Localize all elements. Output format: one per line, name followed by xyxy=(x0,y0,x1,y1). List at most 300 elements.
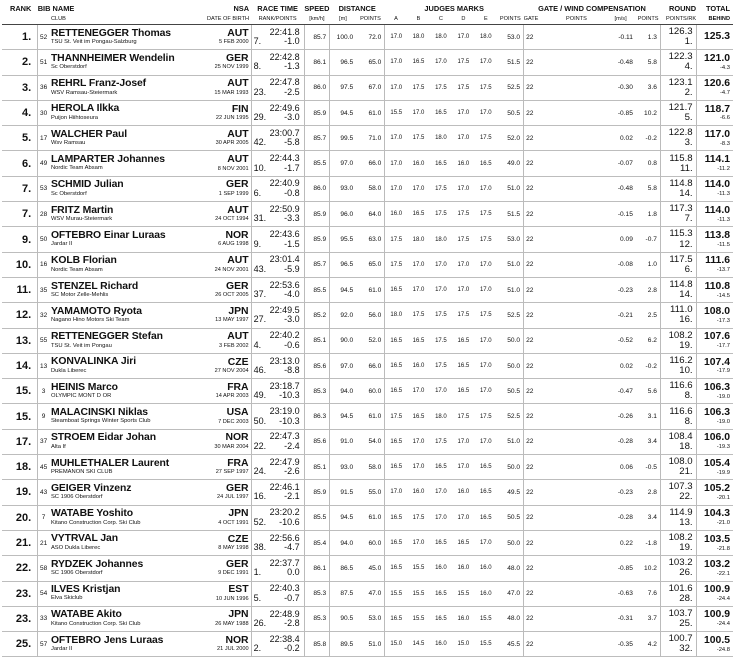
judge-mark-cell: 16.5 xyxy=(412,413,425,420)
table-row xyxy=(2,100,733,125)
round-rank: 28. xyxy=(679,592,693,604)
nsa-code: JPN xyxy=(228,609,249,621)
rank-cell: 6. xyxy=(22,157,32,170)
distance-cell: 94.0 xyxy=(330,379,357,404)
total-points: 111.6 xyxy=(705,255,730,267)
judge-points-cell: 50.0 xyxy=(507,362,521,370)
judge-mark-cell: 17.0 xyxy=(479,185,492,192)
behind-points: -11.3 xyxy=(717,216,730,223)
bib-cell: 28 xyxy=(38,202,49,227)
wind-points-cell: 3.6 xyxy=(647,84,657,92)
distance-cell: 93.0 xyxy=(330,455,357,480)
athlete-cell xyxy=(49,328,202,353)
header-judge-d: D xyxy=(452,14,474,25)
round-points: 117.5 xyxy=(669,253,693,265)
judge-mark-cell: 17.5 xyxy=(479,312,492,319)
judge-mark-cell: 17.0 xyxy=(479,59,492,66)
judge-mark-cell: 17.0 xyxy=(385,25,407,50)
nsa-dob-cell xyxy=(202,126,251,151)
nsa-code: AUT xyxy=(227,255,249,267)
bib-cell: 33 xyxy=(38,606,49,631)
race-time-points: -4.0 xyxy=(284,289,300,300)
judge-mark-cell: 16.5 xyxy=(385,606,407,631)
header-nsa: NSA xyxy=(233,3,250,13)
judge-mark-cell: 17.0 xyxy=(479,261,492,268)
athlete-cell xyxy=(49,480,202,505)
bib-cell: 50 xyxy=(38,227,49,252)
round-rank: 7. xyxy=(684,213,693,225)
race-time-points: -0.2 xyxy=(284,643,300,654)
table-row xyxy=(2,75,733,100)
speed-cell: 85.2 xyxy=(304,303,330,328)
judge-mark-cell: 17.5 xyxy=(385,404,407,429)
speed-cell: 85.1 xyxy=(304,455,330,480)
speed-cell: 86.0 xyxy=(304,75,330,100)
behind-points: -17.3 xyxy=(716,317,730,324)
table-row xyxy=(2,606,733,631)
gate-cell: 22 xyxy=(524,606,606,631)
race-time-points: -1.7 xyxy=(284,162,300,173)
round-rank: 6. xyxy=(684,263,693,275)
header-distance: DISTANCE xyxy=(338,3,376,13)
date-of-birth: 9 DEC 1991 xyxy=(218,570,249,577)
wind-ms-cell: -0.23 xyxy=(617,286,633,294)
round-points: 100.7 xyxy=(668,633,693,645)
race-time-rank: 1. xyxy=(253,567,262,578)
nsa-dob-cell xyxy=(202,202,251,227)
table-row xyxy=(2,176,733,201)
race-time-cell xyxy=(251,303,304,328)
distance-cell: 99.5 xyxy=(330,126,357,151)
date-of-birth: 10 JUN 1996 xyxy=(215,595,249,602)
judge-points-cell: 48.0 xyxy=(507,564,521,572)
total-cell xyxy=(696,151,733,176)
date-of-birth: 30 MAR 2004 xyxy=(214,443,249,450)
wind-ms-cell: -0.08 xyxy=(617,261,633,269)
judge-mark-cell: 17.0 xyxy=(412,261,425,268)
judge-mark-cell: 17.0 xyxy=(435,514,447,521)
race-time: 22:41.8 xyxy=(269,26,300,37)
race-time: 23:19.0 xyxy=(269,406,300,417)
athlete-name: OFTEBRO Einar Luraas xyxy=(50,229,166,241)
round-cell xyxy=(660,176,696,201)
race-time-rank: 37. xyxy=(253,289,267,300)
speed-cell: 85.3 xyxy=(304,379,330,404)
race-time-points: -10.6 xyxy=(279,516,300,527)
date-of-birth: 6 AUG 1998 xyxy=(218,241,249,248)
table-row xyxy=(2,25,733,50)
distance-points-cell: 66.0 xyxy=(368,362,382,370)
athlete-club: WSV Ramsau-Steiermark xyxy=(50,89,118,96)
race-time-points: -2.4 xyxy=(284,440,300,451)
wind-ms-cell: 0.02 xyxy=(620,362,633,370)
nsa-dob-cell xyxy=(202,25,251,50)
judge-points-cell: 51.5 xyxy=(507,58,521,66)
table-row xyxy=(2,455,733,480)
judge-mark-cell: 16.0 xyxy=(412,363,425,369)
table-row xyxy=(2,151,733,176)
distance-points-cell: 51.0 xyxy=(368,640,382,648)
date-of-birth: 7 DEC 2003 xyxy=(218,418,249,425)
distance-cell: 92.0 xyxy=(330,303,357,328)
judge-mark-cell: 17.0 xyxy=(457,185,470,192)
race-time-rank: 27. xyxy=(253,314,267,325)
rank-cell: 15. xyxy=(15,410,32,423)
rank-cell: 10. xyxy=(15,258,32,271)
round-points: 103.7 xyxy=(668,607,693,619)
wind-ms-cell: -0.28 xyxy=(617,514,633,522)
wind-ms-cell: -0.31 xyxy=(617,615,633,623)
judge-points-cell: 51.0 xyxy=(507,185,521,193)
race-time-rank: 38. xyxy=(253,542,267,553)
judge-mark-cell: 16.5 xyxy=(479,464,492,471)
judge-mark-cell: 17.5 xyxy=(479,211,492,218)
round-points: 111.0 xyxy=(670,304,693,316)
table-row xyxy=(2,404,733,429)
total-points: 106.3 xyxy=(703,407,730,419)
race-time-cell xyxy=(251,632,304,657)
judge-mark-cell: 16.0 xyxy=(457,160,470,167)
athlete-club: SC Motor Zelle-Mehlis xyxy=(50,291,109,298)
round-points: 126.3 xyxy=(668,26,693,38)
distance-points-cell: 61.0 xyxy=(368,286,382,294)
judge-mark-cell: 15.5 xyxy=(412,590,425,597)
round-rank: 19. xyxy=(679,542,693,554)
athlete-club: SC 1906 Oberstdorf xyxy=(50,494,103,501)
date-of-birth: 14 APR 2003 xyxy=(215,393,249,400)
race-time-points: -1.0 xyxy=(284,36,300,47)
race-time: 22:53.6 xyxy=(269,279,300,290)
table-row xyxy=(2,328,733,353)
judge-mark-cell: 17.0 xyxy=(457,287,470,294)
wind-points-cell: 3.1 xyxy=(647,413,657,421)
race-time-cell xyxy=(251,151,304,176)
bib-cell: 3 xyxy=(38,379,49,404)
bib-cell: 7 xyxy=(38,505,49,530)
total-cell xyxy=(696,126,733,151)
total-cell xyxy=(696,379,733,404)
round-cell xyxy=(660,505,696,530)
table-row xyxy=(2,556,733,581)
wind-ms-cell: -0.52 xyxy=(617,337,633,345)
distance-cell: 87.5 xyxy=(330,581,357,606)
athlete-cell xyxy=(49,25,202,50)
bib-cell: 37 xyxy=(38,429,49,454)
judge-mark-cell: 17.5 xyxy=(435,185,447,192)
judge-mark-cell: 16.5 xyxy=(457,540,470,547)
nsa-dob-cell xyxy=(202,303,251,328)
round-cell xyxy=(660,429,696,454)
date-of-birth: 1 SEP 1999 xyxy=(218,190,249,197)
nsa-dob-cell xyxy=(202,328,251,353)
distance-points-cell: 55.0 xyxy=(368,488,382,496)
date-of-birth: 24 JUL 1997 xyxy=(217,494,249,501)
judge-mark-cell: 16.0 xyxy=(457,489,470,496)
race-time-points: -10.3 xyxy=(279,415,300,426)
judge-mark-cell: 17.0 xyxy=(479,337,492,344)
distance-cell: 94.5 xyxy=(330,100,357,125)
athlete-cell xyxy=(49,530,202,555)
race-time-rank: 5. xyxy=(253,592,262,603)
race-time-points: -3.3 xyxy=(284,213,300,224)
wind-ms-cell: -0.48 xyxy=(617,185,633,193)
wind-ms-cell: -0.48 xyxy=(617,58,633,66)
judge-points-cell: 49.0 xyxy=(507,160,521,168)
nsa-code: CZE xyxy=(227,356,249,368)
total-points: 100.9 xyxy=(703,609,730,621)
athlete-club: ASO Dukla Liberec xyxy=(50,544,101,551)
distance-points-cell: 65.0 xyxy=(368,261,382,269)
judge-points-cell: 50.5 xyxy=(507,514,521,522)
bib-cell: 36 xyxy=(38,75,49,100)
date-of-birth: 15 MAR 1993 xyxy=(214,89,249,96)
athlete-cell xyxy=(49,126,202,151)
judge-mark-cell: 17.0 xyxy=(385,480,407,505)
distance-cell: 91.5 xyxy=(330,480,357,505)
judge-mark-cell: 17.5 xyxy=(435,312,447,319)
behind-points: -11.2 xyxy=(717,166,730,173)
total-points: 118.7 xyxy=(704,103,730,115)
header-ms: [m/s] xyxy=(605,14,636,25)
table-row xyxy=(2,379,733,404)
race-time-points: -2.5 xyxy=(284,86,300,97)
gate-cell: 22 xyxy=(524,126,606,151)
gate-cell: 22 xyxy=(524,556,606,581)
race-time: 22:47.8 xyxy=(269,77,300,88)
race-time-points: -0.8 xyxy=(284,187,300,198)
date-of-birth: 21 JUL 2000 xyxy=(217,646,249,653)
total-cell xyxy=(696,556,733,581)
table-row xyxy=(2,50,733,75)
wind-points-cell: 1.0 xyxy=(647,261,657,269)
judge-mark-cell: 17.5 xyxy=(435,211,447,218)
judge-mark-cell: 16.5 xyxy=(385,277,407,302)
rank-cell: 17. xyxy=(15,435,32,448)
judge-mark-cell: 16.5 xyxy=(479,489,492,496)
judge-mark-cell: 17.0 xyxy=(412,438,425,445)
round-rank: 11. xyxy=(679,162,693,174)
race-time: 22:43.6 xyxy=(269,229,300,240)
date-of-birth: 30 APR 2005 xyxy=(215,140,249,147)
athlete-club: WSV Murau-Steiermark xyxy=(50,216,113,223)
athlete-club: Sc Oberstdorf xyxy=(50,190,87,197)
gate-cell: 22 xyxy=(524,480,606,505)
race-time-cell xyxy=(251,505,304,530)
athlete-cell xyxy=(49,277,202,302)
wind-points-cell: 3.7 xyxy=(647,615,657,623)
distance-cell: 94.5 xyxy=(330,404,357,429)
judge-mark-cell: 17.5 xyxy=(412,514,425,521)
race-time-rank: 26. xyxy=(253,617,267,628)
rank-cell: 20. xyxy=(15,511,32,524)
total-cell xyxy=(696,429,733,454)
race-time-rank: 7. xyxy=(253,36,262,47)
judge-mark-cell: 17.5 xyxy=(385,252,407,277)
total-points: 103.5 xyxy=(703,533,730,545)
race-time-rank: 42. xyxy=(253,137,267,148)
behind-points: -11.3 xyxy=(717,191,730,198)
total-points: 121.0 xyxy=(703,52,730,64)
nsa-code: GER xyxy=(226,280,249,292)
round-cell xyxy=(660,202,696,227)
athlete-cell xyxy=(49,50,202,75)
athlete-club: Elva Skiclub xyxy=(50,595,83,602)
race-time-points: 0.0 xyxy=(287,567,300,578)
round-points: 114.9 xyxy=(669,506,693,518)
athlete-club: Jardar II xyxy=(50,646,73,653)
total-cell xyxy=(696,455,733,480)
judge-mark-cell: 17.0 xyxy=(385,50,407,75)
judge-mark-cell: 16.5 xyxy=(412,59,425,66)
race-time-rank: 43. xyxy=(253,263,267,274)
judge-mark-cell: 17.0 xyxy=(435,59,447,66)
race-time-cell xyxy=(251,227,304,252)
judge-points-cell: 50.0 xyxy=(507,337,521,345)
bib-cell: 43 xyxy=(38,480,49,505)
round-cell xyxy=(660,50,696,75)
athlete-name: REHRL Franz-Josef xyxy=(50,78,147,90)
athlete-cell xyxy=(49,556,202,581)
round-rank: 25. xyxy=(679,617,693,629)
table-row xyxy=(2,277,733,302)
athlete-name: WALCHER Paul xyxy=(50,128,128,140)
judge-mark-cell: 17.5 xyxy=(479,84,492,91)
judge-mark-cell: 16.5 xyxy=(457,388,470,395)
total-cell xyxy=(696,176,733,201)
distance-points-cell: 67.0 xyxy=(368,84,382,92)
nsa-dob-cell xyxy=(202,455,251,480)
rank-cell: 25. xyxy=(15,638,32,651)
athlete-cell xyxy=(49,202,202,227)
athlete-club: Steamboat Springs Winter Sports Club xyxy=(50,418,151,425)
nsa-code: FIN xyxy=(231,103,249,115)
total-cell xyxy=(696,328,733,353)
race-time-cell xyxy=(251,455,304,480)
header-speed-unit: [km/h] xyxy=(304,14,330,25)
wind-points-cell: 6.2 xyxy=(647,337,657,345)
judge-mark-cell: 17.0 xyxy=(435,489,447,496)
behind-points: -19.0 xyxy=(716,419,730,426)
judge-mark-cell: 17.0 xyxy=(412,185,425,192)
total-points: 107.4 xyxy=(703,356,730,368)
judge-mark-cell: 16.0 xyxy=(435,641,447,648)
race-time-rank: 50. xyxy=(253,415,267,426)
athlete-club: Nordic Team Absam xyxy=(50,266,103,273)
athlete-club: TSU St. Veit im Pongau xyxy=(50,342,112,349)
judge-mark-cell: 17.5 xyxy=(412,135,425,142)
bib-cell: 35 xyxy=(38,277,49,302)
total-cell xyxy=(696,75,733,100)
wind-points-cell: -0.7 xyxy=(645,236,657,244)
judge-mark-cell: 15.5 xyxy=(385,581,407,606)
date-of-birth: 13 MAY 1997 xyxy=(215,317,249,324)
speed-cell: 86.0 xyxy=(304,176,330,201)
nsa-code: EST xyxy=(228,584,249,596)
judge-mark-cell: 17.0 xyxy=(479,363,492,369)
judge-mark-cell: 16.5 xyxy=(435,615,447,622)
gate-cell: 22 xyxy=(524,100,606,125)
date-of-birth: 27 SEP 1997 xyxy=(215,469,249,476)
total-cell xyxy=(696,632,733,657)
athlete-name: LAMPARTER Johannes xyxy=(50,154,165,166)
judge-mark-cell: 16.5 xyxy=(435,160,447,167)
judge-mark-cell: 17.0 xyxy=(412,110,425,117)
total-points: 107.6 xyxy=(703,331,730,343)
date-of-birth: 26 MAY 1988 xyxy=(215,620,249,627)
wind-points-cell: 2.8 xyxy=(647,488,657,496)
nsa-code: GER xyxy=(226,179,249,191)
rank-cell: 5. xyxy=(22,132,32,145)
race-time-cell xyxy=(251,25,304,50)
judge-mark-cell: 15.5 xyxy=(385,100,407,125)
date-of-birth: 5 FEB 2000 xyxy=(219,39,249,46)
judge-points-cell: 52.5 xyxy=(507,311,521,319)
behind-points: -4.3 xyxy=(720,64,730,71)
wind-ms-cell: -0.63 xyxy=(617,590,633,598)
judge-mark-cell: 16.5 xyxy=(385,505,407,530)
race-time: 22:40.3 xyxy=(269,583,300,594)
race-time: 22:40.9 xyxy=(269,178,300,189)
judge-points-cell: 53.0 xyxy=(507,33,521,41)
header-dist-points: POINTS xyxy=(356,14,385,25)
distance-points-cell: 56.0 xyxy=(368,311,382,319)
athlete-name: HEROLA Ilkka xyxy=(50,103,120,115)
round-rank: 1. xyxy=(684,36,693,48)
round-cell xyxy=(660,328,696,353)
round-cell xyxy=(660,606,696,631)
bib-cell: 52 xyxy=(38,25,49,50)
behind-points: -19.3 xyxy=(716,444,730,451)
nsa-dob-cell xyxy=(202,252,251,277)
judge-mark-cell: 16.5 xyxy=(412,211,425,218)
wind-ms-cell: -0.07 xyxy=(617,160,633,168)
judge-mark-cell: 17.0 xyxy=(412,540,425,547)
nsa-dob-cell xyxy=(202,75,251,100)
judge-mark-cell: 17.5 xyxy=(412,312,425,319)
nsa-code: GER xyxy=(226,52,249,64)
header-judge-e: E xyxy=(475,14,497,25)
header-judge-points: POINTS xyxy=(497,14,524,25)
bib-cell: 32 xyxy=(38,303,49,328)
race-time: 22:40.2 xyxy=(269,330,300,341)
header-judge-c: C xyxy=(430,14,452,25)
distance-cell: 91.0 xyxy=(330,429,357,454)
judge-mark-cell: 16.0 xyxy=(457,565,470,572)
judge-points-cell: 51.0 xyxy=(507,261,521,269)
round-cell xyxy=(660,556,696,581)
judge-mark-cell: 17.0 xyxy=(412,388,425,395)
distance-points-cell: 66.0 xyxy=(368,160,382,168)
race-time-cell xyxy=(251,353,304,378)
race-time-rank: 16. xyxy=(253,491,267,502)
judge-mark-cell: 17.0 xyxy=(457,514,470,521)
wind-ms-cell: 0.02 xyxy=(620,134,633,142)
judge-mark-cell: 15.5 xyxy=(479,641,492,648)
nsa-dob-cell xyxy=(202,227,251,252)
nsa-dob-cell xyxy=(202,50,251,75)
speed-cell: 85.7 xyxy=(304,25,330,50)
athlete-cell xyxy=(49,606,202,631)
race-time: 22:46.1 xyxy=(269,482,300,493)
bib-cell: 13 xyxy=(38,353,49,378)
gate-cell: 22 xyxy=(524,429,606,454)
wind-ms-cell: -0.28 xyxy=(617,438,633,446)
behind-points: -21.8 xyxy=(716,545,730,552)
nsa-code: GER xyxy=(226,558,249,570)
round-points: 115.8 xyxy=(669,152,693,164)
table-row xyxy=(2,126,733,151)
race-time: 22:49.6 xyxy=(269,102,300,113)
